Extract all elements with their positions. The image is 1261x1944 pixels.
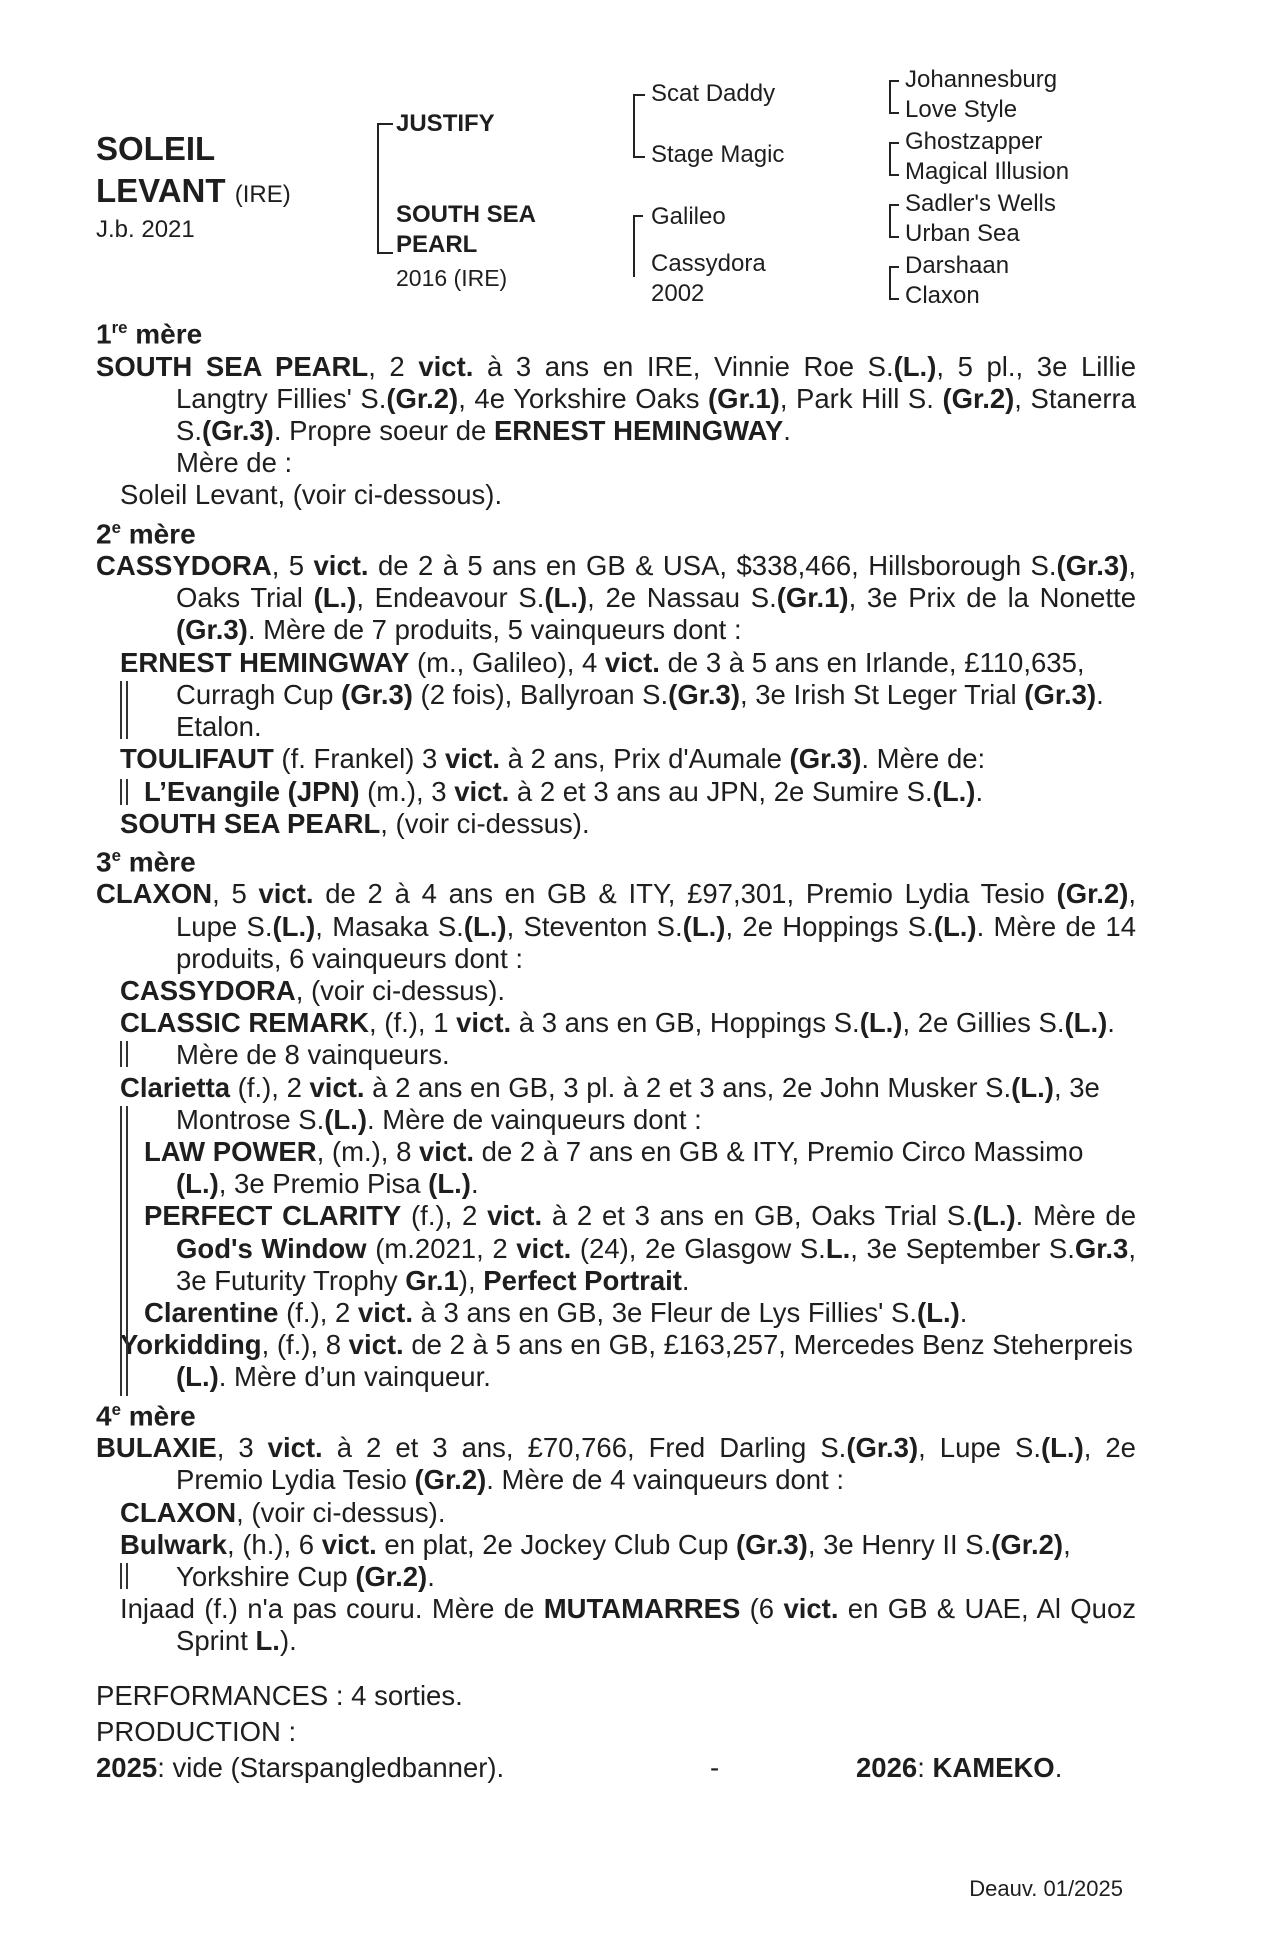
- dam-name-line2: PEARL: [396, 231, 478, 258]
- catalogue-stamp: Deauv. 01/2025: [969, 1876, 1123, 1901]
- pedigree-bracket-sire: [633, 94, 645, 158]
- horse-origin: (IRE): [234, 181, 291, 208]
- produce-entry: Yorkidding, (f.), 8 vict. de 2 à 5 ans en GB, £163,257, Mercedes Benz Steherpreis (L.). Mère d’un vainqueur.: [120, 1329, 1133, 1393]
- clarietta-block: [96, 1072, 1136, 1330]
- indent-bar: [120, 1041, 122, 1067]
- indent-bar: [120, 779, 122, 805]
- produce-entry: Clarietta (f.), 2 vict. à 2 ans en GB, 3 pl. à 2 et 3 ans, 2e John Musker S.(L.), 3e Montrose S.(L.). Mère de vainqueurs dont :: [120, 1071, 1100, 1135]
- dam-info: 2016 (IRE): [396, 265, 508, 291]
- third-dam-entry: CLAXON, 5 vict. de 2 à 4 ans en GB & ITY, £97,301, Premio Lydia Tesio (Gr.2), Lupe S.(L.), Masaka S.(L.), Steventon S.(L.), 2e Hoppings S.(L.). Mère de 14 produits, 6 vainqueurs dont :: [96, 878, 1136, 974]
- section-heading-1: [96, 312, 1136, 351]
- horse-name-line2: [96, 172, 291, 214]
- g3-ancestor: Love Style: [905, 96, 1018, 123]
- produce-entry: Injaad (f.) n'a pas couru. Mère de MUTAMARRES (6 vict. en GB & UAE, Al Quoz Sprint L.).: [120, 1593, 1137, 1657]
- produce-entry: Clarentine (f.), 2 vict. à 3 ans en GB, 3e Fleur de Lys Fillies' S.(L.).: [144, 1297, 968, 1329]
- produce-entry: ERNEST HEMINGWAY (m., Galileo), 4 vict. de 3 à 5 ans en Irlande, £110,635, Curragh Cup (Gr.3) (2 fois), Ballyroan S.(Gr.3), 3e Irish St Leger Trial (Gr.3). Etalon.: [120, 646, 1104, 743]
- section-heading-4: [96, 1394, 1136, 1433]
- production-2026-name: KAMEKO: [932, 1752, 1055, 1783]
- section-label: mère: [135, 318, 203, 350]
- sire-name: JUSTIFY: [396, 110, 495, 137]
- g3-ancestor: Magical Illusion: [905, 158, 1070, 185]
- pedigree-bracket-dam: [633, 215, 643, 277]
- dam-dam-year: 2002: [651, 280, 705, 307]
- section-ordinal: re: [111, 318, 128, 337]
- produce-entry: SOUTH SEA PEARL, (voir ci-dessus).: [120, 807, 590, 839]
- pedigree-bracket-main: [377, 123, 393, 254]
- section-ordinal: e: [111, 1399, 121, 1419]
- section-label: mère: [128, 846, 196, 878]
- section-number: 4: [96, 1400, 112, 1432]
- year-2025: 2025: [96, 1752, 158, 1783]
- second-dam-entry: CASSYDORA, 5 vict. de 2 à 5 ans en GB & USA, $338,466, Hillsborough S.(Gr.3), Oaks Trial (L.), Endeavour S.(L.), 2e Nassau S.(Gr.1), 3e Prix de la Nonette (Gr.3). Mère de 7 produits, 5 vainqueurs dont :: [96, 550, 1137, 646]
- maternal-family: [96, 312, 1136, 1658]
- indent-bar: [126, 1041, 128, 1067]
- production-years: [96, 1750, 1136, 1786]
- produce-entry: CLAXON, (voir ci-dessus).: [120, 1496, 446, 1528]
- performances-line: PERFORMANCES : 4 sorties.: [96, 1680, 463, 1711]
- dam-sire: Galileo: [651, 203, 726, 230]
- produce-entry: CLASSIC REMARK, (f.), 1 vict. à 3 ans en GB, Hoppings S.(L.), 2e Gillies S.(L.). Mère de 8 vainqueurs.: [120, 1007, 1115, 1071]
- indent-bar: [120, 681, 122, 739]
- section-number: 3: [96, 846, 112, 878]
- section-label: mère: [128, 1400, 196, 1432]
- sire-dam: Stage Magic: [651, 141, 785, 168]
- g3-ancestor: Johannesburg: [905, 66, 1058, 93]
- separator-dash: -: [710, 1752, 720, 1783]
- g3-bracket-3: [889, 204, 899, 238]
- indent-bar: [126, 1563, 128, 1589]
- section-number: 1: [96, 318, 112, 350]
- indent-bar: [126, 779, 128, 805]
- horse-info: J.b. 2021: [96, 216, 195, 243]
- dam-name-line1: SOUTH SEA: [396, 201, 537, 228]
- g3-bracket-2: [889, 142, 899, 176]
- production-2025: [96, 1750, 504, 1786]
- production-2025-text: : vide (Starspangledbanner).: [157, 1752, 505, 1783]
- fourth-dam-entry: BULAXIE, 3 vict. à 2 et 3 ans, £70,766, Fred Darling S.(Gr.3), Lupe S.(L.), 2e Premio Lydia Tesio (Gr.2). Mère de 4 vainqueurs dont :: [96, 1432, 1136, 1496]
- footer: [96, 1678, 1136, 1786]
- section-number: 2: [96, 517, 112, 549]
- g3-bracket-4: [889, 266, 899, 300]
- produce-entry: TOULIFAUT (f. Frankel) 3 vict. à 2 ans, Prix d'Aumale (Gr.3). Mère de:: [120, 743, 986, 775]
- indent-bar: [126, 1106, 128, 1396]
- section-heading-2: [96, 512, 1136, 551]
- first-dam-entry: SOUTH SEA PEARL, 2 vict. à 3 ans en IRE, Vinnie Roe S.(L.), 5 pl., 3e Lillie Langtry Fillies' S.(Gr.2), 4e Yorkshire Oaks (Gr.1), Park Hill S. (Gr.2), Stanerra S.(Gr.3). Propre soeur de ERNEST HEMINGWAY. Mère de :: [96, 350, 1137, 479]
- g3-ancestor: Sadler's Wells: [905, 190, 1056, 217]
- production-line: PRODUCTION :: [96, 1716, 297, 1747]
- sire-sire: Scat Daddy: [651, 80, 776, 107]
- year-2026: 2026: [856, 1752, 918, 1783]
- g3-ancestor: Urban Sea: [905, 220, 1020, 247]
- horse-name-line2-text: LEVANT: [96, 172, 226, 209]
- section-label: mère: [128, 517, 196, 549]
- produce-entry: Bulwark, (h.), 6 vict. en plat, 2e Jockey Club Cup (Gr.3), 3e Henry II S.(Gr.2), Yorkshire Cup (Gr.2).: [120, 1528, 1071, 1593]
- g3-ancestor: Darshaan: [905, 252, 1010, 279]
- produce-entry: PERFECT CLARITY (f.), 2 vict. à 2 et 3 ans en GB, Oaks Trial S.(L.). Mère de God's Window (m.2021, 2 vict. (24), 2e Glasgow S.L., 3e September S.Gr.3, 3e Futurity Trophy Gr.1), Perfect Portrait.: [144, 1200, 1137, 1296]
- first-dam-produce: Soleil Levant, (voir ci-dessous).: [120, 479, 503, 511]
- produce-entry: L’Evangile (JPN) (m.), 3 vict. à 2 et 3 ans au JPN, 2e Sumire S.(L.).: [96, 776, 1136, 808]
- indent-bar: [120, 1106, 122, 1396]
- g3-bracket-1: [889, 80, 899, 114]
- section-ordinal: e: [111, 517, 121, 537]
- production-2026: 2026: KAMEKO.: [856, 1752, 1063, 1783]
- dam-dam: Cassydora: [651, 250, 766, 277]
- produce-entry: LAW POWER, (m.), 8 vict. de 2 à 7 ans en GB & ITY, Premio Circo Massimo (L.), 3e Premio Pisa (L.).: [144, 1136, 1084, 1200]
- produce-entry: CASSYDORA, (voir ci-dessus).: [120, 975, 506, 1007]
- section-ordinal: e: [111, 845, 121, 865]
- horse-name-line1: SOLEIL: [96, 130, 216, 167]
- indent-bar: [120, 1563, 122, 1589]
- section-heading-3: [96, 840, 1136, 879]
- indent-bar: [126, 681, 128, 739]
- g3-ancestor: Claxon: [905, 282, 980, 309]
- g3-ancestor: Ghostzapper: [905, 128, 1043, 155]
